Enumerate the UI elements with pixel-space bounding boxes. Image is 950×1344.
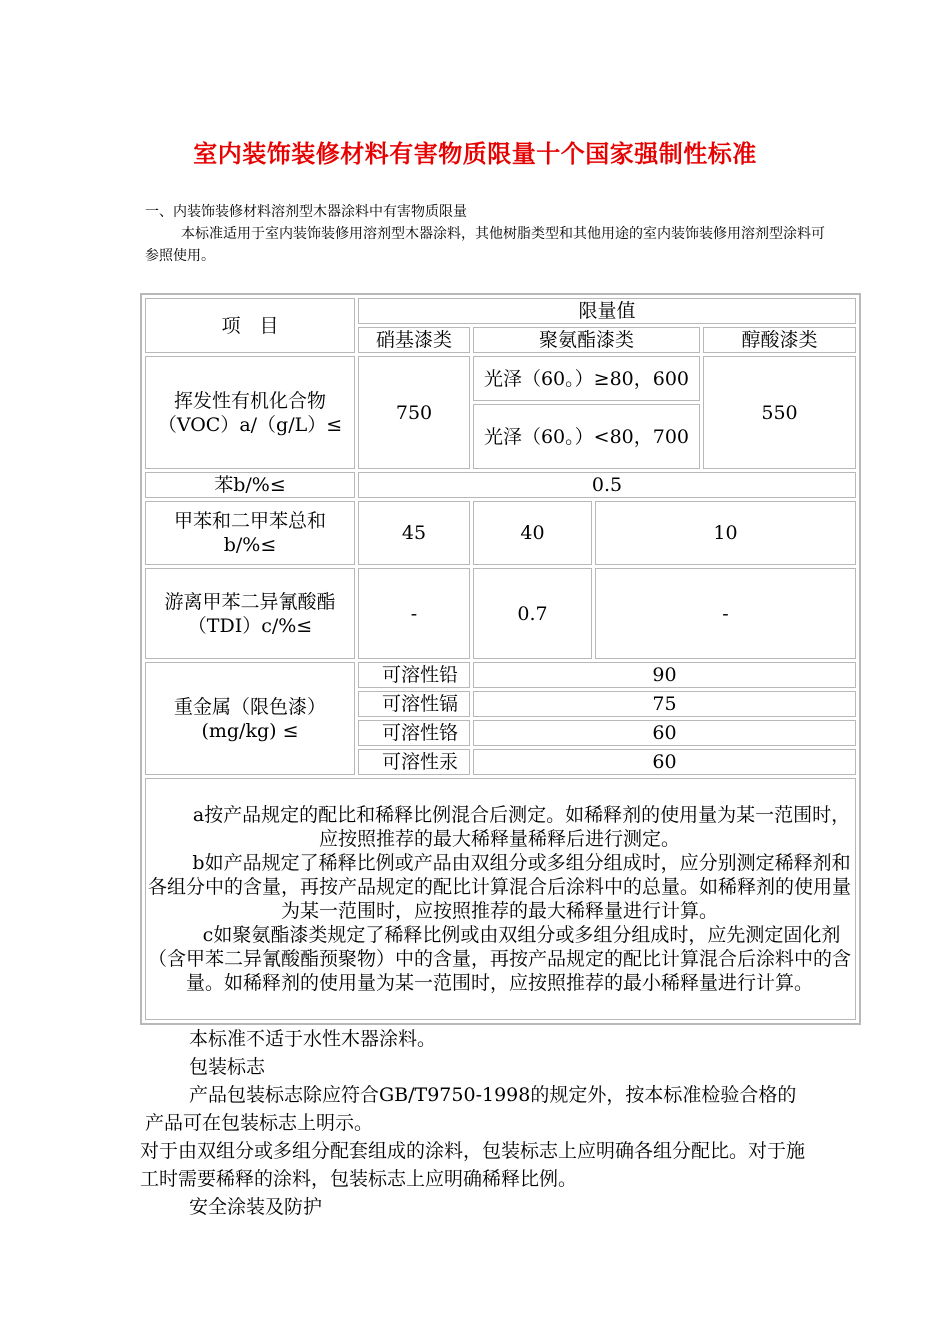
- metals-label: [145, 662, 355, 775]
- tdi-alkyd: -: [595, 568, 856, 659]
- packaging-paragraph: 产品包装标志除应符合GB/T9750-1998的规定外，按本标准检验合格的产品可在包装标志上明示。: [145, 1084, 797, 1134]
- note-b: b如产品规定了稀释比例或产品由双组分或多组分组成时，应分别测定稀释剂和各组分中的含量，再按产品规定的配比计算混合后涂料中的总量。如稀释剂的使用量为某一范围时，应按照推荐的最大稀释量进行计算。: [148, 852, 852, 922]
- toluene-pu: 40: [473, 501, 592, 565]
- header-limit: 限量值: [358, 298, 856, 324]
- tdi-label-line1: 游离甲苯二异氰酸酯: [164, 590, 336, 613]
- packaging-heading: 包装标志: [189, 1056, 266, 1078]
- table-notes: [145, 778, 856, 1020]
- voc-alkyd: 550: [703, 356, 856, 469]
- metal-lead-name: 可溶性铅: [358, 662, 470, 688]
- tdi-label-line2: （TDI）c/%≤: [187, 614, 313, 637]
- toluene-alkyd: 10: [595, 501, 856, 565]
- voc-label-line2: （VOC）a/（g/L）≤: [157, 413, 343, 436]
- metal-mercury-value: 60: [473, 749, 856, 775]
- voc-pu-gloss-low: 光泽（60。）<80，700: [473, 404, 700, 469]
- not-applicable-line: 本标准不适于水性木器涂料。: [189, 1028, 437, 1050]
- metal-chromium-value: 60: [473, 720, 856, 746]
- toluene-nitro: 45: [358, 501, 470, 565]
- tdi-label: [145, 568, 355, 659]
- header-alkyd: 醇酸漆类: [703, 327, 856, 353]
- benzene-value: 0.5: [358, 472, 856, 498]
- voc-label: [145, 356, 355, 469]
- metal-lead-value: 90: [473, 662, 856, 688]
- page-title: 室内装饰装修材料有害物质限量十个国家强制性标准: [193, 140, 757, 168]
- note-a: a按产品规定的配比和稀释比例混合后测定。如稀释剂的使用量为某一范围时，应按照推荐的最大稀释量稀释后进行测定。: [192, 804, 851, 850]
- metal-cadmium-name: 可溶性镉: [358, 691, 470, 717]
- tdi-pu: 0.7: [473, 568, 592, 659]
- closing-text: [140, 1025, 835, 1221]
- voc-pu-gloss-high: 光泽（60。）≥80，600: [473, 356, 700, 401]
- metal-cadmium-value: 75: [473, 691, 856, 717]
- voc-nitro: 750: [358, 356, 470, 469]
- metal-mercury-name: 可溶性汞: [358, 749, 470, 775]
- section-heading: 一、内装饰装修材料溶剂型木器涂料中有害物质限量: [145, 204, 467, 220]
- metal-chromium-name: 可溶性铬: [358, 720, 470, 746]
- header-polyurethane: 聚氨酯漆类: [473, 327, 700, 353]
- note-c: c如聚氨酯漆类规定了稀释比例或由双组分或多组分组成时，应先测定固化剂（含甲苯二异氰酸酯预聚物）中的含量，再按产品规定的配比计算混合后涂料中的含量。如稀释剂的使用量为某一范围时，应按照推荐的最小稀释量进行计算。: [148, 924, 852, 994]
- metals-label-line2: (mg/kg) ≤: [201, 719, 299, 742]
- header-nitro: 硝基漆类: [358, 327, 470, 353]
- voc-label-line1: 挥发性有机化合物: [173, 389, 326, 412]
- tdi-nitro: -: [358, 568, 470, 659]
- scope-paragraph: 本标准适用于室内装饰装修用溶剂型木器涂料，其他树脂类型和其他用途的室内装饰装修用溶剂型涂料可参照使用。: [145, 226, 825, 264]
- multi-component-paragraph: 对于由双组分或多组分配套组成的涂料，包装标志上应明确各组分配比。对于施工时需要稀释的涂料，包装标志上应明确稀释比例。: [140, 1140, 806, 1190]
- toluene-label-line2: b/%≤: [223, 534, 277, 556]
- toluene-label-line1: 甲苯和二甲苯总和: [173, 510, 326, 532]
- metals-label-line1: 重金属（限色漆）: [173, 695, 326, 718]
- benzene-label: 苯b/%≤: [145, 472, 355, 498]
- safety-heading: 安全涂装及防护: [189, 1196, 323, 1218]
- limits-table: [140, 293, 861, 1025]
- header-item: 项 目: [145, 298, 355, 353]
- toluene-label: [145, 501, 355, 565]
